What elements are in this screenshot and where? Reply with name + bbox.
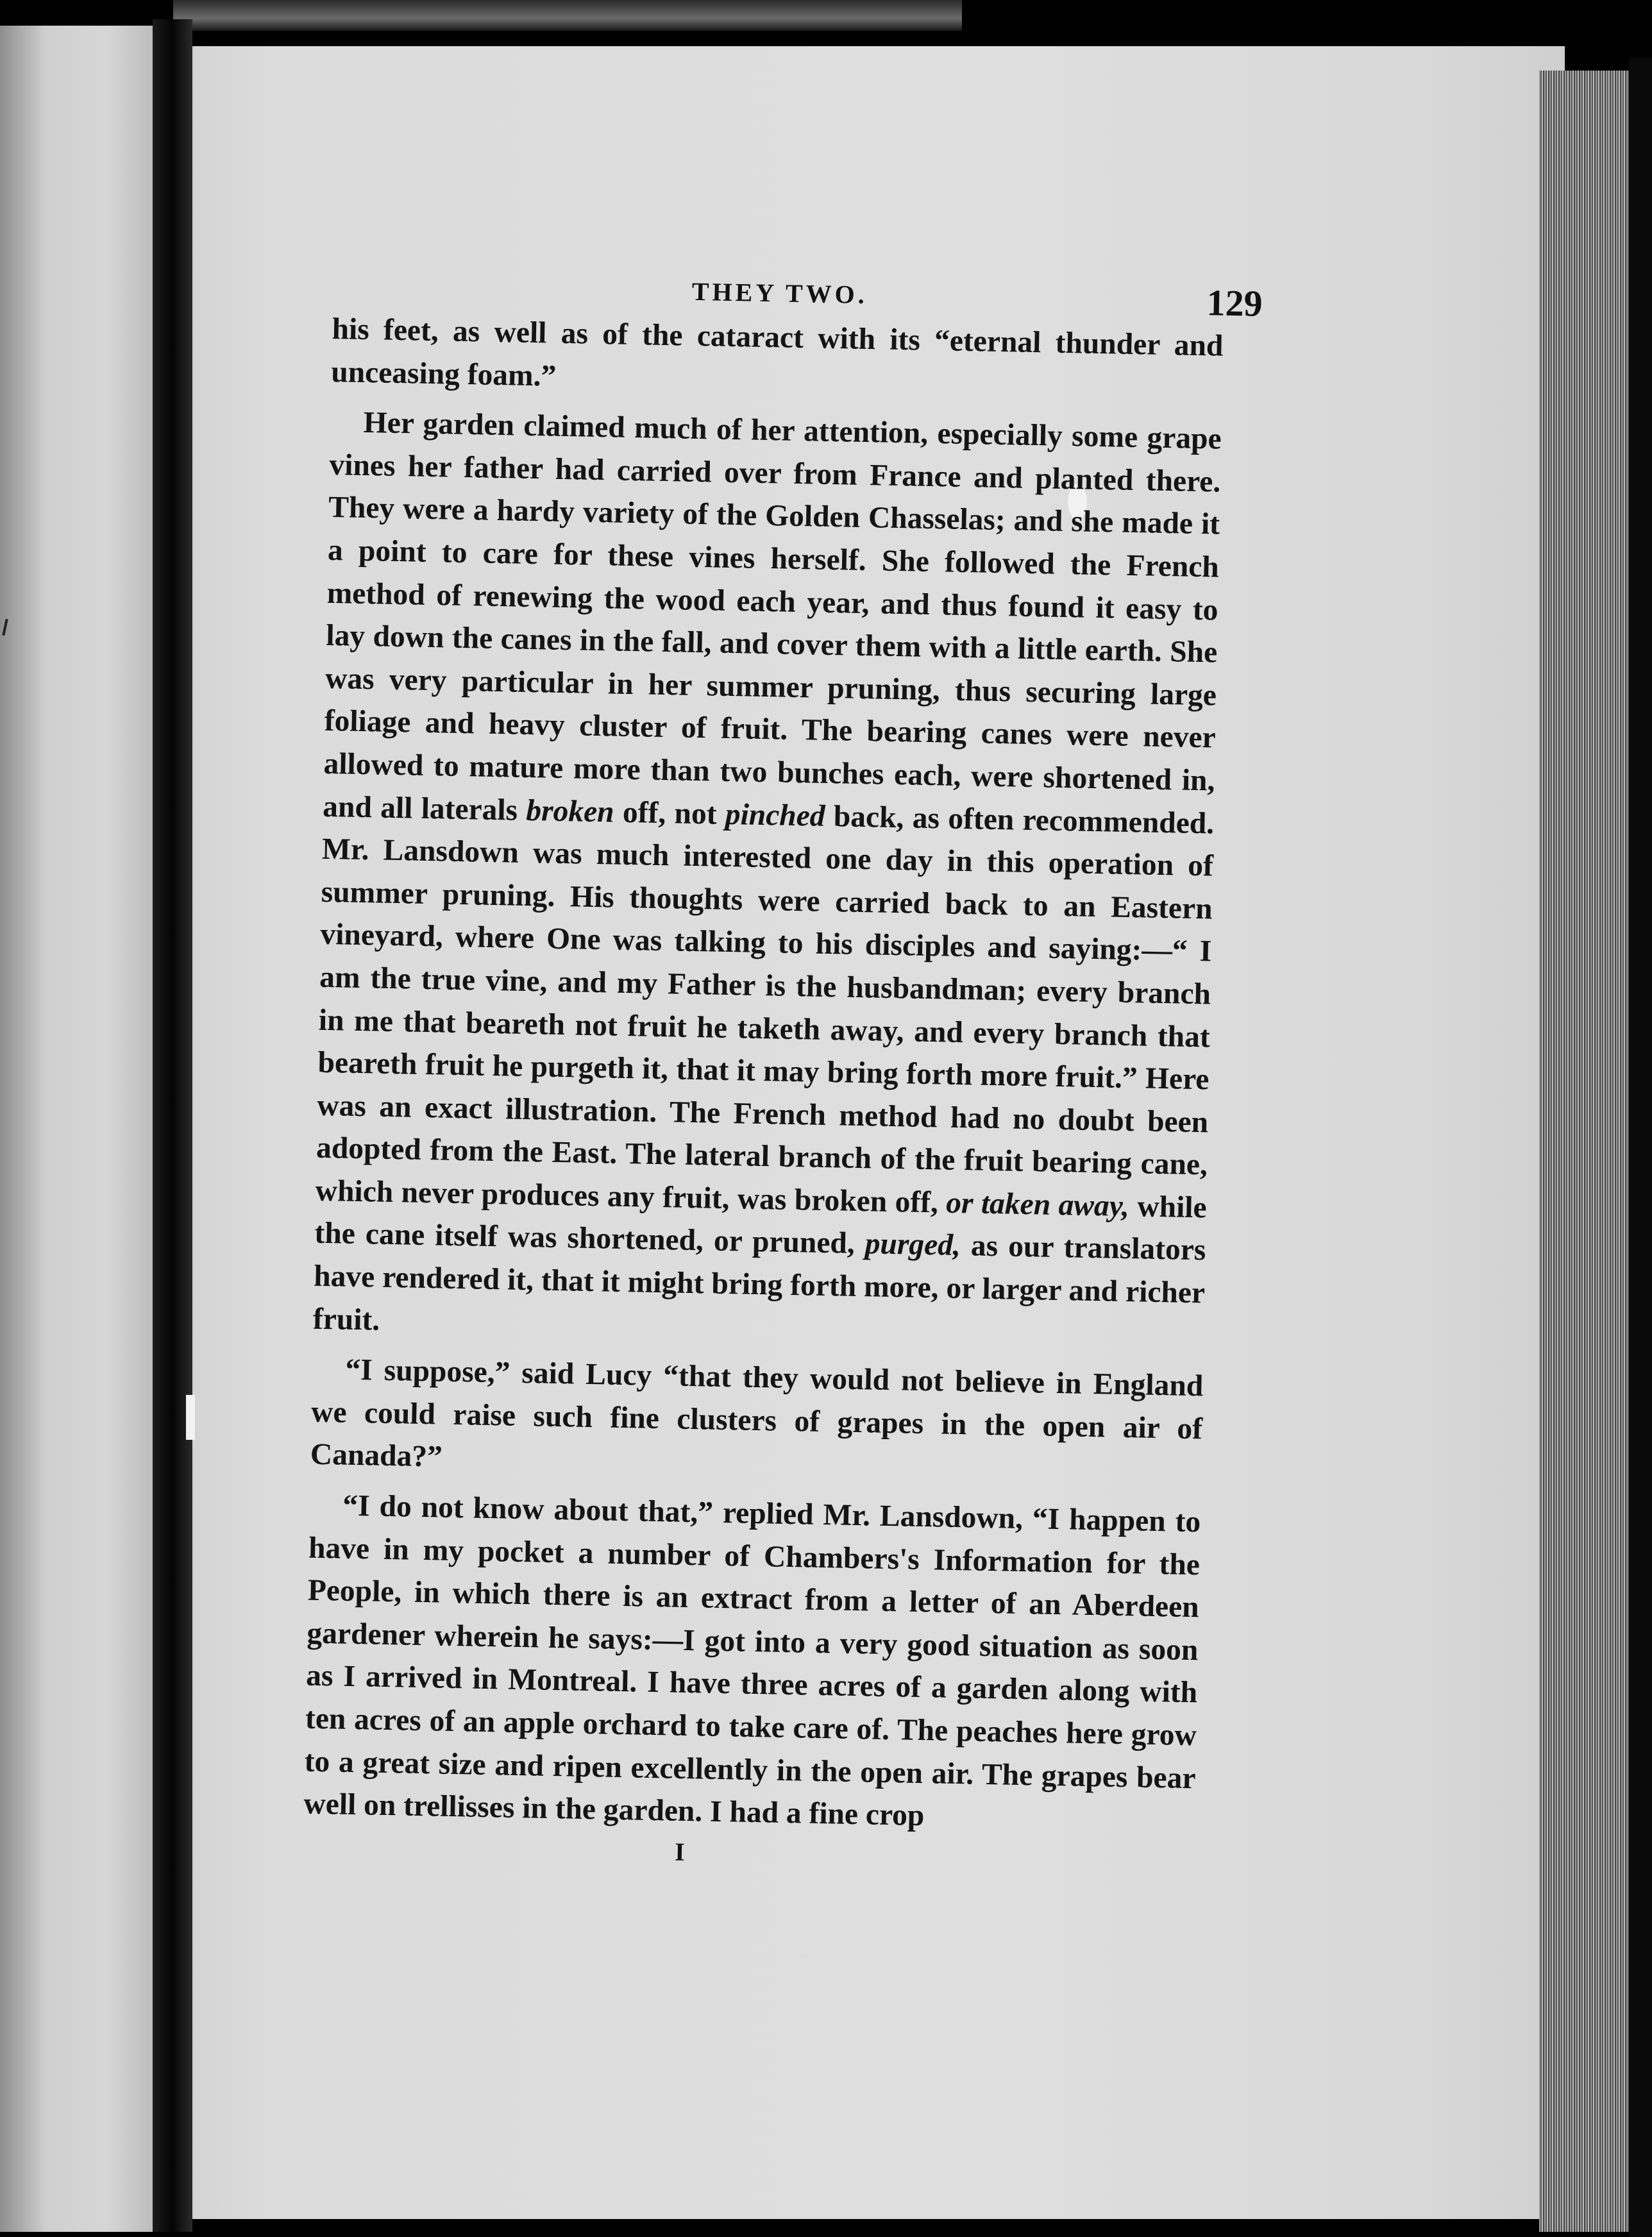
text-run: as our translators have rendered it, that it might bring forth more, or larger and richer fruit.	[312, 1229, 1206, 1337]
italic-text: purged,	[864, 1227, 961, 1263]
scan-border-right	[1629, 58, 1652, 2237]
italic-text: broken	[525, 793, 615, 829]
film-tab	[173, 0, 962, 31]
text-block	[303, 250, 1263, 1877]
text-run: his feet, as well as of the cataract with its “eternal thunder and unceasing foam.”	[330, 312, 1224, 393]
text-run: Her garden claimed much of her attention, especially some grape vines her father had carried over from France and planted there. They were a hardy variety of the Golden Chasselas; and she made it a point to care for these vines herself. She followed the French method of renewing the wood each year, and thus found it easy to lay down the canes in the fall, and cover them with a little earth. She was very particular in her summer pruning, thus securing large foliage and heavy cluster of fruit. The bearing canes were never allowed to mature more than two bunches each, were shortened in, and all laterals	[322, 406, 1222, 827]
paragraph	[310, 1348, 1204, 1493]
italic-text: pinched	[725, 797, 826, 833]
page-edges-stack	[1539, 71, 1629, 2232]
text-run: while the cane itself was shortened, or pruned,	[314, 1189, 1208, 1261]
scan-speck	[186, 1395, 195, 1440]
paragraph	[331, 308, 1224, 410]
paragraph	[303, 1484, 1201, 1843]
signature-mark: I	[674, 1837, 686, 1866]
page-number: 129	[1206, 282, 1263, 325]
paragraph	[312, 401, 1222, 1357]
body-text	[303, 308, 1224, 1843]
text-run: “I suppose,” said Lucy “that they would not believe in England we could raise such fine clusters of grapes in the open air of Canada?”	[310, 1353, 1204, 1474]
facing-page-edge	[0, 26, 153, 2232]
text-run: “I do not know about that,” replied Mr. Lansdown, “I happen to have in my pocket a number of Chambers's Information for the People, in which there is an extract from a letter of an Aberdeen gardener wherein he says:—I got into a very good situation as soon as I arrived in Montreal. I have three acres of a garden along with ten acres of an apple orchard to take care of. The peaches here grow to a great size and ripen excellently in the open air. The grapes bear well on trellisses in the garden. I had a fine crop	[303, 1489, 1201, 1833]
italic-text: or taken away,	[945, 1186, 1130, 1223]
text-run: back, as often recommended. Mr. Lansdown was much interested one day in this operation of summer pruning. His thoughts were carried back to an Eastern vineyard, where One was talking to his disciples and saying:—“ I am the true vine, and my Father is the husbandman; every branch in me that beareth not fruit he taketh away, and every branch that beareth fruit he purgeth it, that it may bring forth more fruit.” Here was an exact illustration. The French method had no doubt been adopted from the East. The lateral branch of the fruit bearing cane, which never produces any fruit, was broken off,	[315, 799, 1215, 1220]
book-gutter	[153, 19, 192, 2232]
running-head-title: THEY TWO.	[691, 276, 868, 309]
text-run: off, not	[614, 795, 726, 831]
